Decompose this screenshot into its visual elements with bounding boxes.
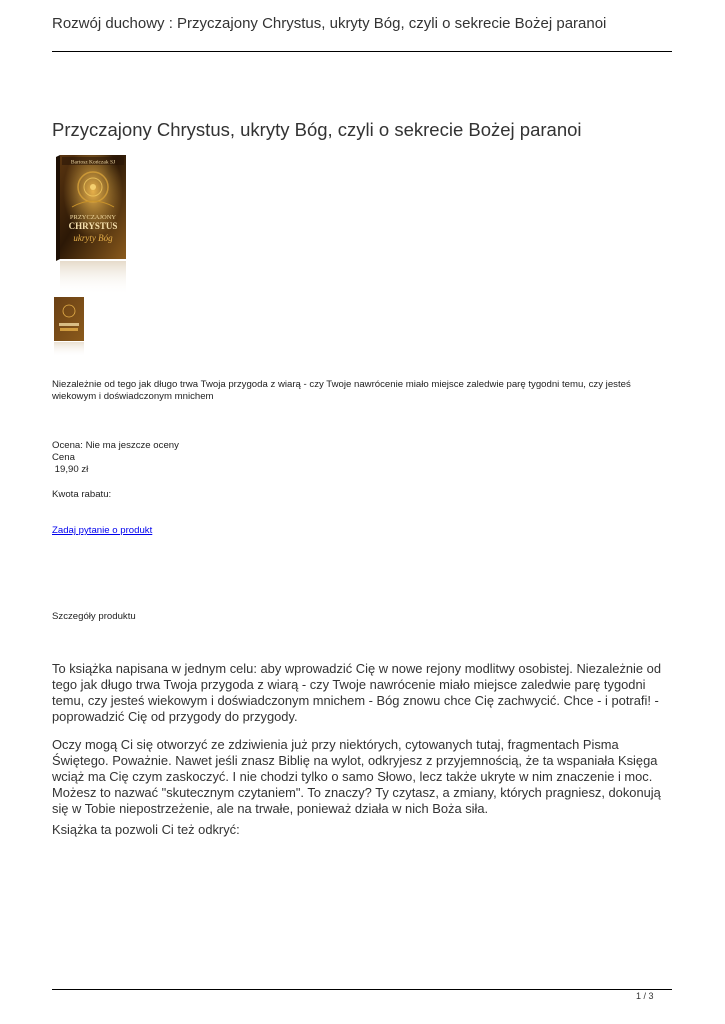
body-paragraph: Książka ta pozwoli Ci też odkryć: [52, 822, 240, 837]
document-header-title: Rozwój duchowy : Przyczajony Chrystus, ukryty Bóg, czyli o sekrecie Bożej paranoi [52, 15, 607, 32]
body-paragraph: Oczy mogą Ci się otworzyć ze zdziwienia już przy niektórych, cytowanych tutaj, fragmentach Pisma Świętego. Poważnie. Nawet jeśli znasz Biblię na wylot, odkryjesz z przyjemnością, że ta wspaniała Księga wciąż ma Cię czym zaskoczyć. I nie chodzi tylko o samo Słowo, lecz także ukryte w nim znaczenie i moc. Możesz to nazwać "skutecznym czytaniem". To znaczy? Ty czytasz, a zmiany, których pragniesz, dokonują się w Tobie niepostrzeżenie, ale na trwałe, ponieważ działa w nich Boża siła. [52, 737, 661, 816]
cover-title-line3: ukryty Bóg [73, 233, 113, 243]
product-title: Przyczajony Chrystus, ukryty Bóg, czyli o sekrecie Bożej paranoi [52, 119, 582, 140]
product-details-heading: Szczegóły produktu [52, 611, 136, 622]
short-description: Niezależnie od tego jak długo trwa Twoja przygoda z wiarą - czy Twoje nawrócenie miało miejsce zaledwie parę tygodni temu, czy jesteś wiekowym i doświadczonym mnichem [52, 379, 631, 402]
book-cover-thumbnail[interactable] [52, 297, 84, 357]
body-paragraph: To książka napisana w jednym celu: aby wprowadzić Cię w nowe rejony modlitwy osobistej. Niezależnie od tego jak długo trwa Twoja przygoda z wiarą - czy Twoje nawrócenie miało miejsce zaledwie parę tygodni temu, czy jesteś wiekowym i doświadczonym mnichem - Bóg znowu chce Cię zachwycić. Chce - i potrafi! - poprowadzić Cię od przygody do przygody. [52, 661, 662, 724]
cover-title-line1: PRZYCZAJONY [69, 214, 117, 221]
price-value: 19,90 zł [52, 464, 89, 475]
price-label: Cena [52, 452, 75, 463]
cover-author: Bartosz Kończak SJ [70, 159, 116, 166]
cover-title-line2: CHRYSTUS [68, 221, 118, 231]
ask-question-link[interactable]: Zadaj pytanie o produkt [52, 525, 153, 536]
rating-text: Ocena: Nie ma jeszcze oceny [52, 440, 179, 451]
header-divider [52, 51, 672, 52]
discount-label: Kwota rabatu: [52, 489, 112, 500]
book-cover-image[interactable] [52, 155, 128, 295]
footer-divider [52, 989, 672, 990]
page-number: 1 / 3 [636, 991, 654, 1001]
